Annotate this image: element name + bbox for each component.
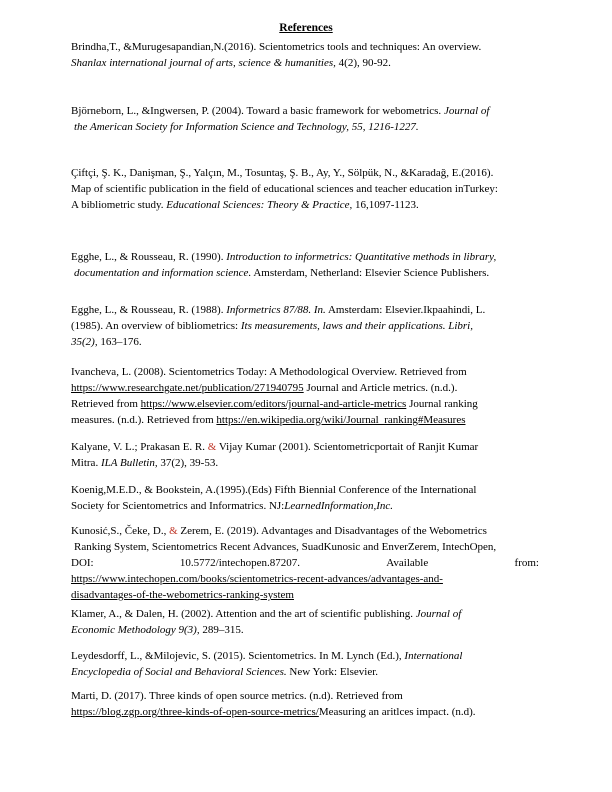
- ref-text: 16,1097-1123.: [352, 199, 419, 211]
- ref-text: Available: [386, 557, 429, 569]
- book-title: Informetrics 87/88. In.: [226, 304, 326, 316]
- ref-text: Egghe, L., & Rousseau, R. (1990).: [71, 251, 227, 263]
- ref-text: DOI:: [71, 557, 94, 569]
- reference-egghe-1988: [71, 302, 541, 350]
- journal-title: Journal of: [443, 105, 490, 117]
- reference-ivancheva: [71, 364, 541, 428]
- ref-text: Zerem, E. (2019). Advantages and Disadvantages of the Webometrics: [177, 525, 487, 537]
- ref-text: Egghe, L., & Rousseau, R. (1988).: [71, 304, 227, 316]
- ref-line: Çiftçi, Ş. K., Danişman, Ş., Yalçın, M., Tosuntaş, Ş. B., Ay, Y., Sölpük, N., &Karadağ, E.(2016).: [71, 167, 494, 179]
- ref-text: Kunosić,S., Čeke, D.,: [71, 525, 170, 537]
- ref-text: Vijay Kumar (2001). Scientometricportait of Ranjit Kumar: [216, 441, 479, 453]
- ref-text: Measuring an aritlces impact. (n.d).: [318, 706, 476, 718]
- book-title: Encyclopedia of Social and Behavioral Sciences.: [71, 666, 287, 678]
- ref-line: Brindha,T., &Murugesapandian,N.(2016). Scientometrics tools and techniques: An overview.: [71, 41, 482, 53]
- reference-ciftci: [71, 165, 541, 213]
- ref-text: Society for Scientometrics and Informatrics. NJ:: [71, 500, 285, 512]
- book-title: International: [404, 650, 463, 662]
- journal-title: Educational Sciences: Theory & Practice,: [166, 199, 353, 211]
- ref-text: Amsterdam: Elsevier.Ikpaahindi, L.: [325, 304, 486, 316]
- reference-brindha: [71, 39, 541, 71]
- reference-koenig: [71, 482, 541, 514]
- book-title: documentation and information science.: [74, 267, 252, 279]
- wikipedia-link[interactable]: https://en.wikipedia.org/wiki/Journal_ranking#Measures: [216, 414, 466, 426]
- ref-text: (1985). An overview of bibliometrics:: [71, 320, 241, 332]
- ref-text: 10.5772/intechopen.87207.: [179, 557, 300, 569]
- ref-line: Map of scientific publication in the field of educational sciences and teacher education inTurkey:: [71, 183, 498, 195]
- intechopen-link-cont[interactable]: disadvantages-of-the-webometrics-ranking-system: [71, 589, 294, 601]
- ref-line: Marti, D. (2017). Three kinds of open source metrics. (n.d). Retrieved from: [71, 690, 403, 702]
- ampersand: &: [169, 525, 178, 537]
- publisher: LearnedInformation,Inc.: [284, 500, 393, 512]
- ref-text: Björneborn, L., &Ingwersen, P. (2004). Toward a basic framework for webometrics.: [71, 105, 444, 117]
- ref-line: Koenig,M.E.D., & Bookstein, A.(1995).(Eds) Fifth Biennial Conference of the International: [71, 484, 477, 496]
- ref-text: Journal and Article metrics. (n.d.).: [303, 382, 458, 394]
- ref-text: Klamer, A., & Dalen, H. (2002). Attention and the art of scientific publishing.: [71, 608, 416, 620]
- book-title: Its measurements, laws and their applications. Libri,: [240, 320, 473, 332]
- doi-line: [71, 555, 539, 571]
- journal-title: Economic Methodology 9(3),: [71, 624, 200, 636]
- elsevier-link[interactable]: https://www.elsevier.com/editors/journal-and-article-metrics: [140, 398, 407, 410]
- journal-title: ILA Bulletin,: [100, 457, 158, 469]
- reference-kunosic: [71, 523, 541, 603]
- intechopen-link[interactable]: https://www.intechopen.com/books/scientometrics-recent-advances/advantages-and-: [71, 573, 443, 585]
- book-title: Introduction to informetrics: Quantitative methods in library,: [226, 251, 497, 263]
- journal-title: the American Society for Information Science and Technology, 55, 1216-1227.: [74, 121, 419, 133]
- ref-text: from:: [514, 557, 539, 569]
- ref-text: A bibliometric study.: [71, 199, 167, 211]
- journal-title: Journal of: [415, 608, 462, 620]
- ref-text: 289–315.: [199, 624, 244, 636]
- ref-text: Retrieved from: [71, 398, 141, 410]
- reference-egghe-1990: [71, 249, 541, 281]
- ref-text: 37(2), 39-53.: [157, 457, 219, 469]
- ref-text: Amsterdam, Netherland: Elsevier Science Publishers.: [251, 267, 490, 279]
- ref-line: Ivancheva, L. (2008). Scientometrics Today: A Methodological Overview. Retrieved from: [71, 366, 467, 378]
- ref-text: Kalyane, V. L.; Prakasan E. R.: [71, 441, 208, 453]
- page-title: References: [279, 22, 333, 34]
- ref-line: Ranking System, Scientometrics Recent Advances, SuadKunosic and EnverZerem, IntechOpen,: [74, 541, 497, 553]
- ref-text: New York: Elsevier.: [286, 666, 379, 678]
- ref-text: Journal ranking: [406, 398, 478, 410]
- reference-leydesdorff: [71, 648, 541, 680]
- reference-marti: [71, 688, 541, 720]
- journal-title: Shanlax international journal of arts, science & humanities,: [71, 57, 336, 69]
- ref-text: Leydesdorff, L., &Milojevic, S. (2015). Scientometrics. In M. Lynch (Ed.),: [71, 650, 405, 662]
- blog-link[interactable]: https://blog.zgp.org/three-kinds-of-open-source-metrics/: [71, 706, 319, 718]
- researchgate-link[interactable]: https://www.researchgate.net/publication/271940795: [71, 382, 304, 394]
- ref-text: Mitra.: [71, 457, 101, 469]
- ampersand: &: [207, 441, 217, 453]
- reference-bjorneborn: [71, 103, 541, 135]
- ref-text: measures. (n.d.). Retrieved from: [71, 414, 217, 426]
- reference-kalyane: [71, 439, 541, 471]
- journal-volume: 35(2),: [71, 336, 98, 348]
- ref-text: 4(2), 90-92.: [335, 57, 391, 69]
- reference-klamer: [71, 606, 541, 638]
- ref-text: 163–176.: [97, 336, 142, 348]
